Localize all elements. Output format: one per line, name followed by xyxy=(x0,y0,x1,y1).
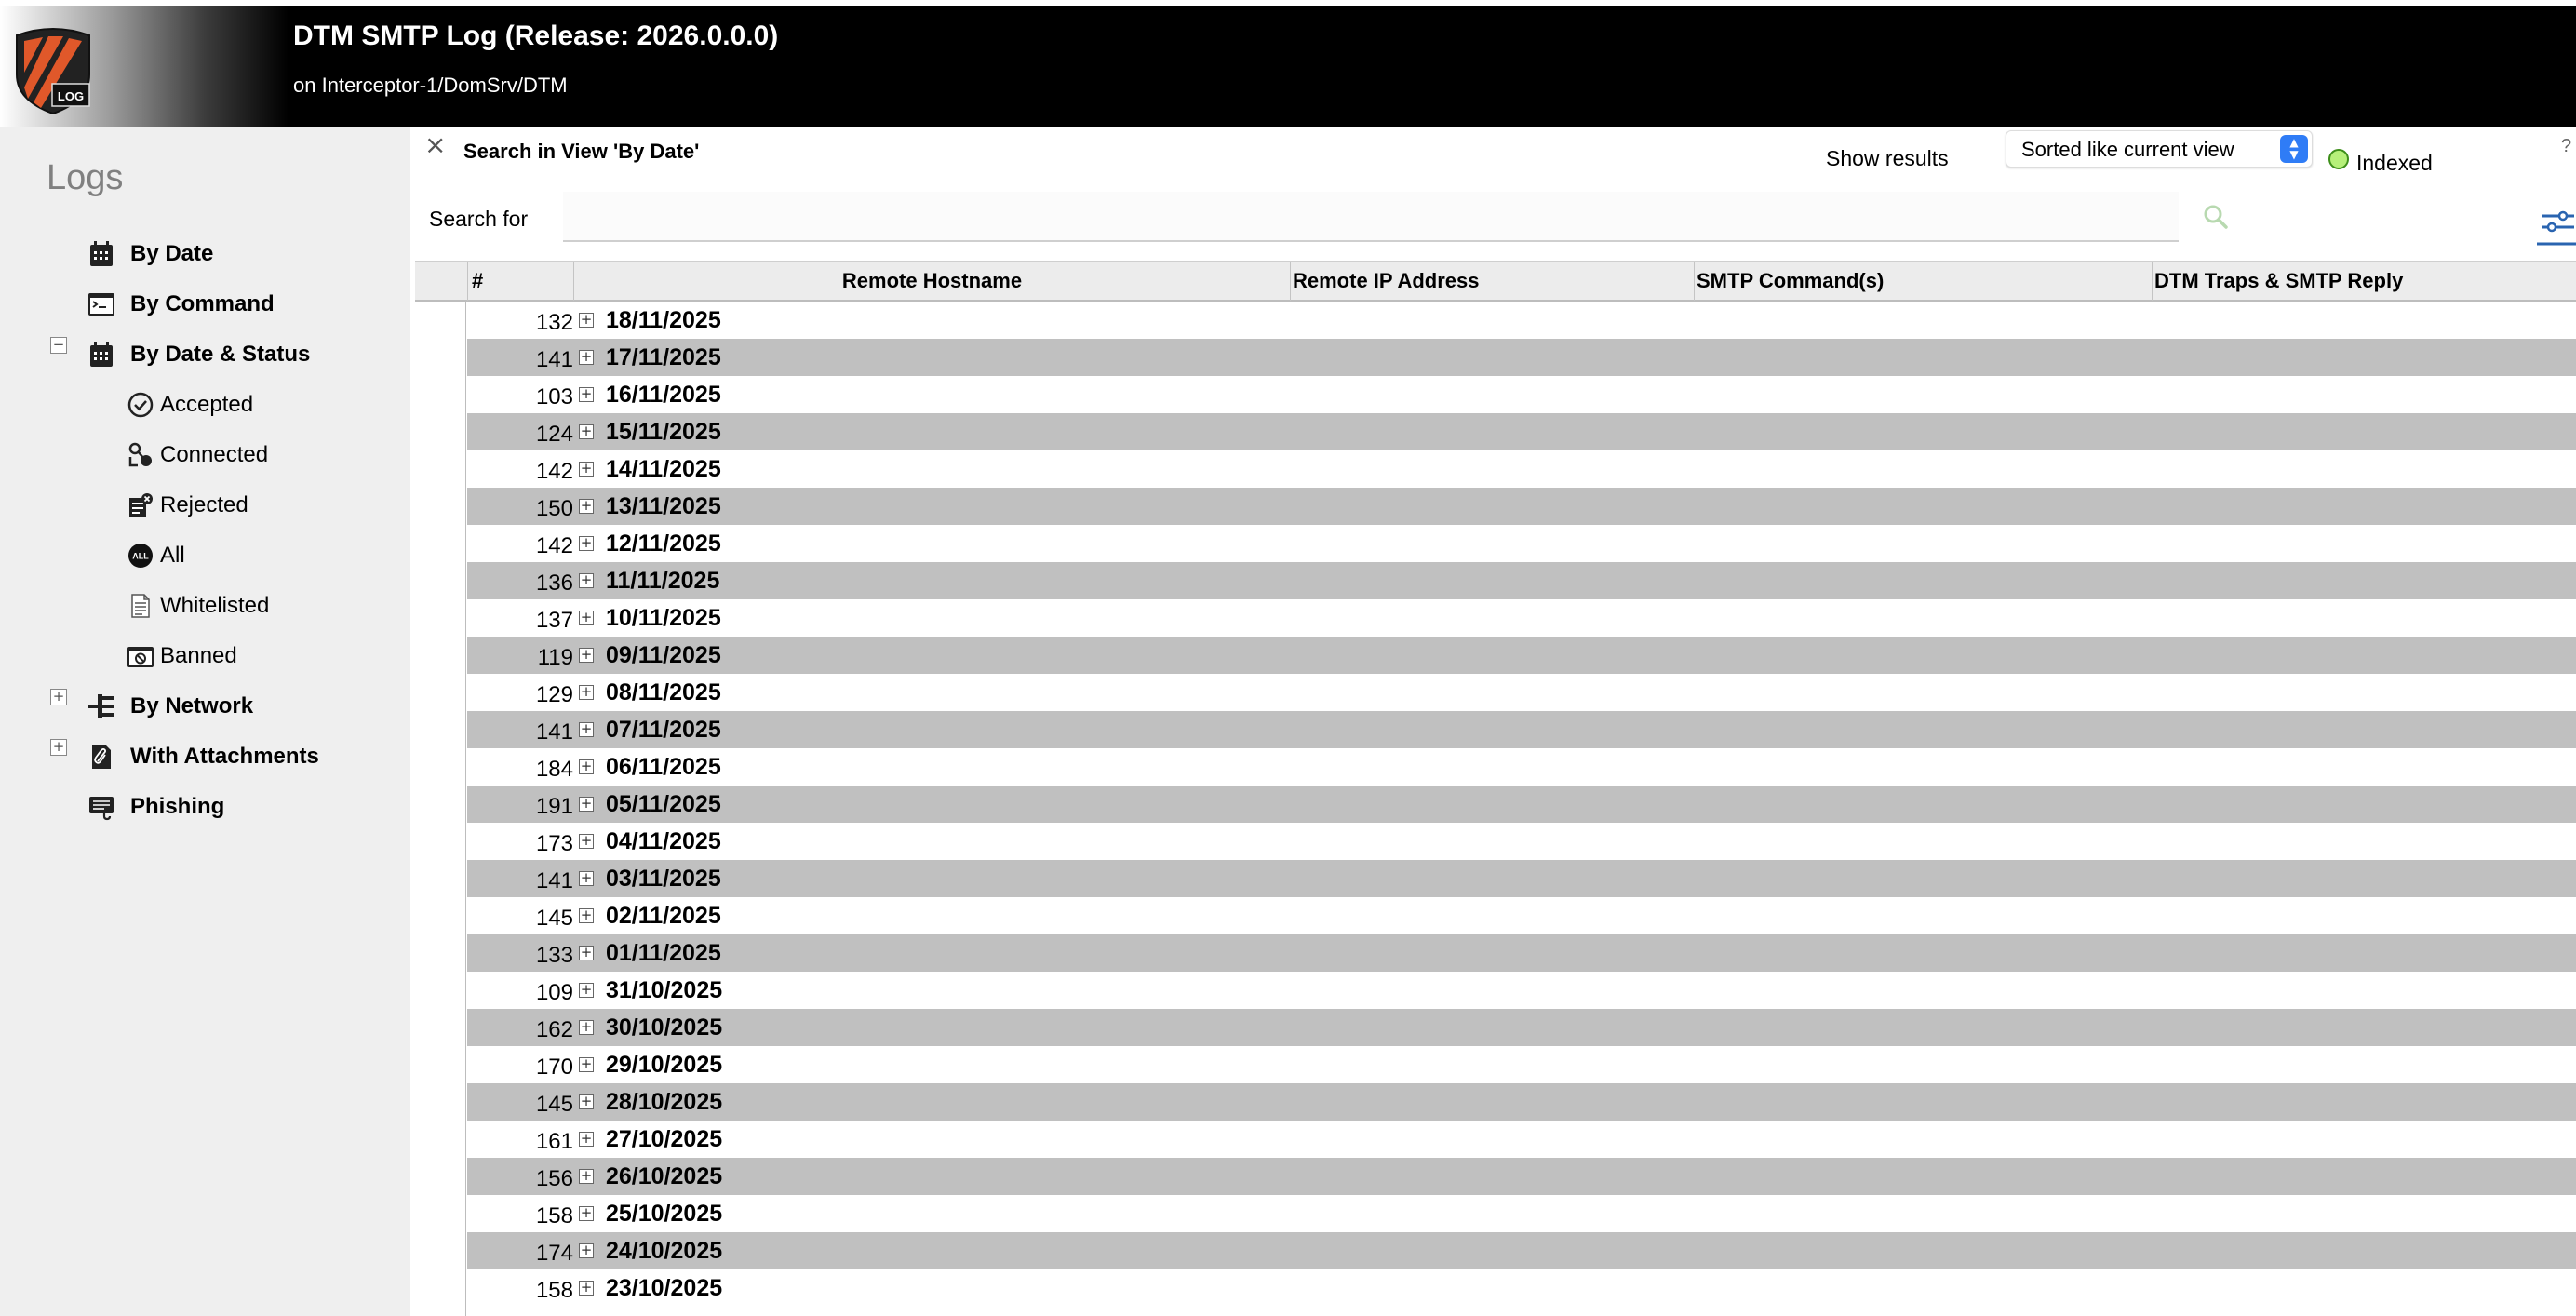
row-date: 30/10/2025 xyxy=(606,1014,723,1041)
row-gutter xyxy=(415,302,466,1316)
table-row[interactable] xyxy=(467,1232,2576,1269)
expand-row-icon[interactable]: + xyxy=(580,1018,593,1035)
expand-row-icon[interactable]: + xyxy=(580,683,593,700)
indexed-status-icon xyxy=(2328,149,2349,169)
sidebar-item-by-network[interactable] xyxy=(86,688,253,725)
row-date: 13/11/2025 xyxy=(606,493,721,519)
banned-icon xyxy=(125,640,156,672)
sidebar-item-banned[interactable] xyxy=(125,638,237,675)
expand-row-icon[interactable]: + xyxy=(580,609,593,625)
search-icon[interactable] xyxy=(2202,203,2230,231)
row-date: 10/11/2025 xyxy=(606,605,721,631)
expand-row-icon[interactable]: + xyxy=(580,1093,593,1109)
column-header-dtm-traps[interactable]: DTM Traps & SMTP Reply xyxy=(2152,262,2576,301)
row-date: 05/11/2025 xyxy=(606,791,721,817)
all-icon xyxy=(125,540,156,571)
row-date: 14/11/2025 xyxy=(606,456,721,482)
search-input[interactable] xyxy=(563,192,2179,242)
sidebar-item-phishing[interactable] xyxy=(86,788,224,826)
sidebar-item-label: All xyxy=(160,543,185,568)
expand-row-icon[interactable]: + xyxy=(580,423,593,439)
expand-row-icon[interactable]: + xyxy=(580,1279,593,1296)
expand-row-icon[interactable]: + xyxy=(580,720,593,737)
table-row[interactable] xyxy=(467,1195,2576,1232)
table-row[interactable] xyxy=(467,934,2576,972)
indexed-label: Indexed xyxy=(2356,151,2433,175)
expand-row-icon[interactable]: + xyxy=(580,832,593,849)
expand-row-icon[interactable]: + xyxy=(580,497,593,514)
table-row[interactable] xyxy=(467,1121,2576,1158)
rejected-icon xyxy=(125,490,156,521)
show-results-label: Show results xyxy=(1826,146,1949,170)
table-row[interactable] xyxy=(467,897,2576,934)
app-subtitle: on Interceptor-1/DomSrv/DTM xyxy=(293,74,568,97)
row-count: 103 xyxy=(535,384,573,410)
row-date: 24/10/2025 xyxy=(606,1238,723,1264)
table-row[interactable] xyxy=(467,376,2576,413)
expand-row-icon[interactable]: + xyxy=(580,348,593,365)
filter-settings-icon[interactable] xyxy=(2537,207,2576,248)
table-row[interactable] xyxy=(467,525,2576,562)
row-count: 158 xyxy=(535,1278,573,1303)
column-header-smtp-commands[interactable]: SMTP Command(s) xyxy=(1694,262,2152,301)
collapse-toggle-icon[interactable]: − xyxy=(50,337,67,354)
expand-row-icon[interactable]: + xyxy=(580,646,593,663)
expand-toggle-icon[interactable]: + xyxy=(50,739,67,756)
row-count: 184 xyxy=(535,757,573,782)
table-row[interactable] xyxy=(467,562,2576,599)
expand-row-icon[interactable]: + xyxy=(580,1130,593,1147)
expand-row-icon[interactable]: + xyxy=(580,460,593,477)
row-date: 12/11/2025 xyxy=(606,530,721,557)
sidebar-item-all[interactable] xyxy=(125,537,185,574)
sidebar-item-label: Accepted xyxy=(160,392,254,417)
row-count: 136 xyxy=(535,571,573,596)
network-tree-icon xyxy=(86,691,117,722)
table-row[interactable] xyxy=(467,748,2576,786)
select-arrows-icon: ▲ ▼ xyxy=(2280,135,2308,163)
row-date: 08/11/2025 xyxy=(606,679,721,705)
row-date: 01/11/2025 xyxy=(606,940,721,966)
column-header-blank xyxy=(415,262,467,301)
sidebar-item-with-attachments[interactable] xyxy=(86,738,319,775)
row-count: 137 xyxy=(535,608,573,633)
expand-row-icon[interactable]: + xyxy=(580,869,593,886)
row-count: 145 xyxy=(535,1092,573,1117)
row-date: 23/10/2025 xyxy=(606,1275,723,1301)
table-row[interactable] xyxy=(467,860,2576,897)
row-count: 170 xyxy=(535,1054,573,1080)
terminal-icon xyxy=(86,289,117,320)
sidebar-item-label: By Date xyxy=(130,241,214,266)
sidebar-item-by-date-status[interactable] xyxy=(86,336,310,373)
expand-row-icon[interactable]: + xyxy=(580,795,593,812)
app-header xyxy=(0,6,2576,127)
table-row[interactable] xyxy=(467,674,2576,711)
expand-row-icon[interactable]: + xyxy=(580,1167,593,1184)
row-count: 174 xyxy=(535,1241,573,1266)
sidebar-item-label: Whitelisted xyxy=(160,593,270,618)
sidebar-item-label: Banned xyxy=(160,643,237,668)
sidebar-item-label: Rejected xyxy=(160,492,248,517)
row-count: 119 xyxy=(537,645,573,670)
table-row[interactable] xyxy=(467,450,2576,488)
table-row[interactable] xyxy=(467,637,2576,674)
column-header-remote-ip[interactable]: Remote IP Address xyxy=(1290,262,1694,301)
calendar-icon xyxy=(86,238,117,270)
table-row[interactable] xyxy=(467,1046,2576,1083)
expand-row-icon[interactable]: + xyxy=(580,758,593,774)
row-count: 129 xyxy=(535,682,573,707)
row-date: 07/11/2025 xyxy=(606,717,721,743)
row-date: 02/11/2025 xyxy=(606,903,721,929)
help-icon[interactable]: ? xyxy=(2561,136,2572,156)
app-logo-icon xyxy=(11,26,95,115)
logo-text: LOG xyxy=(57,89,85,103)
row-count: 161 xyxy=(535,1129,573,1154)
row-count: 142 xyxy=(535,533,573,558)
row-count: 133 xyxy=(535,943,573,968)
table-row[interactable] xyxy=(467,1158,2576,1195)
all-icon-text: ALL xyxy=(132,551,149,561)
column-header-count[interactable]: # xyxy=(467,262,573,301)
expand-row-icon[interactable]: + xyxy=(580,981,593,998)
row-count: 156 xyxy=(535,1166,573,1191)
table-row[interactable] xyxy=(467,302,2576,339)
row-count: 142 xyxy=(535,459,573,484)
expand-row-icon[interactable]: + xyxy=(580,385,593,402)
table-row[interactable] xyxy=(467,599,2576,637)
table-row[interactable] xyxy=(467,488,2576,525)
row-count: 132 xyxy=(535,310,573,335)
table-row[interactable] xyxy=(467,1009,2576,1046)
row-date: 06/11/2025 xyxy=(606,754,721,780)
row-count: 150 xyxy=(535,496,573,521)
sort-select[interactable] xyxy=(2006,130,2313,168)
sort-select-value: Sorted like current view xyxy=(2021,138,2234,161)
expand-toggle-icon[interactable]: + xyxy=(50,689,67,705)
expand-row-icon[interactable]: + xyxy=(580,944,593,960)
row-date: 15/11/2025 xyxy=(606,419,721,445)
table-row[interactable] xyxy=(467,413,2576,450)
row-count: 191 xyxy=(535,794,573,819)
sidebar-item-label: With Attachments xyxy=(130,744,319,769)
expand-row-icon[interactable]: + xyxy=(580,1242,593,1258)
check-circle-icon xyxy=(125,389,156,421)
sidebar-item-rejected[interactable] xyxy=(125,487,248,524)
sidebar-item-label: By Date & Status xyxy=(130,342,311,367)
search-title: Search in View 'By Date' xyxy=(463,140,700,163)
row-date: 11/11/2025 xyxy=(606,568,720,594)
sidebar-item-by-command[interactable] xyxy=(86,286,275,323)
close-search-button[interactable]: × xyxy=(424,129,447,160)
sidebar xyxy=(0,127,410,1316)
row-date: 28/10/2025 xyxy=(606,1089,723,1115)
table-row[interactable] xyxy=(467,823,2576,860)
row-count: 109 xyxy=(535,980,573,1005)
calendar-icon xyxy=(86,339,117,370)
row-count: 141 xyxy=(535,868,573,893)
row-count: 145 xyxy=(535,906,573,931)
sidebar-item-by-date[interactable] xyxy=(86,235,213,273)
sidebar-item-label: Phishing xyxy=(130,794,225,819)
table-row[interactable] xyxy=(467,1083,2576,1121)
expand-row-icon[interactable]: + xyxy=(580,906,593,923)
table-header xyxy=(415,261,2576,302)
sidebar-heading: Logs xyxy=(47,158,124,197)
row-date: 27/10/2025 xyxy=(606,1126,723,1152)
table-row[interactable] xyxy=(467,972,2576,1009)
column-header-remote-hostname[interactable]: Remote Hostname xyxy=(573,262,1290,301)
row-date: 09/11/2025 xyxy=(606,642,721,668)
table-row[interactable] xyxy=(467,1269,2576,1307)
search-for-label: Search for xyxy=(429,207,529,231)
row-date: 17/11/2025 xyxy=(606,344,721,370)
expand-row-icon[interactable]: + xyxy=(580,534,593,551)
row-date: 16/11/2025 xyxy=(606,382,721,408)
row-date: 31/10/2025 xyxy=(606,977,723,1003)
row-date: 29/10/2025 xyxy=(606,1052,723,1078)
expand-row-icon[interactable]: + xyxy=(580,1204,593,1221)
sidebar-item-label: By Network xyxy=(130,693,254,718)
expand-row-icon[interactable]: + xyxy=(580,1055,593,1072)
sidebar-item-label: Connected xyxy=(160,442,269,467)
sidebar-item-label: By Command xyxy=(130,291,275,316)
attachment-icon xyxy=(86,741,117,772)
row-count: 141 xyxy=(535,719,573,745)
row-count: 141 xyxy=(535,347,573,372)
expand-row-icon[interactable]: + xyxy=(580,311,593,328)
phishing-icon xyxy=(86,791,117,823)
row-count: 124 xyxy=(535,422,573,447)
row-date: 18/11/2025 xyxy=(606,307,721,333)
table-row[interactable] xyxy=(467,339,2576,376)
row-date: 26/10/2025 xyxy=(606,1163,723,1189)
sidebar-item-connected[interactable] xyxy=(125,436,268,474)
expand-row-icon[interactable]: + xyxy=(580,571,593,588)
document-list-icon xyxy=(125,590,156,622)
row-date: 25/10/2025 xyxy=(606,1201,723,1227)
row-date: 04/11/2025 xyxy=(606,828,721,854)
row-count: 173 xyxy=(535,831,573,856)
sidebar-item-whitelisted[interactable] xyxy=(125,587,269,624)
row-date: 03/11/2025 xyxy=(606,866,721,892)
table-body xyxy=(415,302,2576,1316)
row-count: 162 xyxy=(535,1017,573,1042)
table-row[interactable] xyxy=(467,711,2576,748)
table-row[interactable] xyxy=(467,786,2576,823)
row-count: 158 xyxy=(535,1203,573,1229)
sidebar-item-accepted[interactable] xyxy=(125,386,253,423)
connected-icon xyxy=(125,439,156,471)
app-title: DTM SMTP Log (Release: 2026.0.0.0) xyxy=(293,20,779,51)
